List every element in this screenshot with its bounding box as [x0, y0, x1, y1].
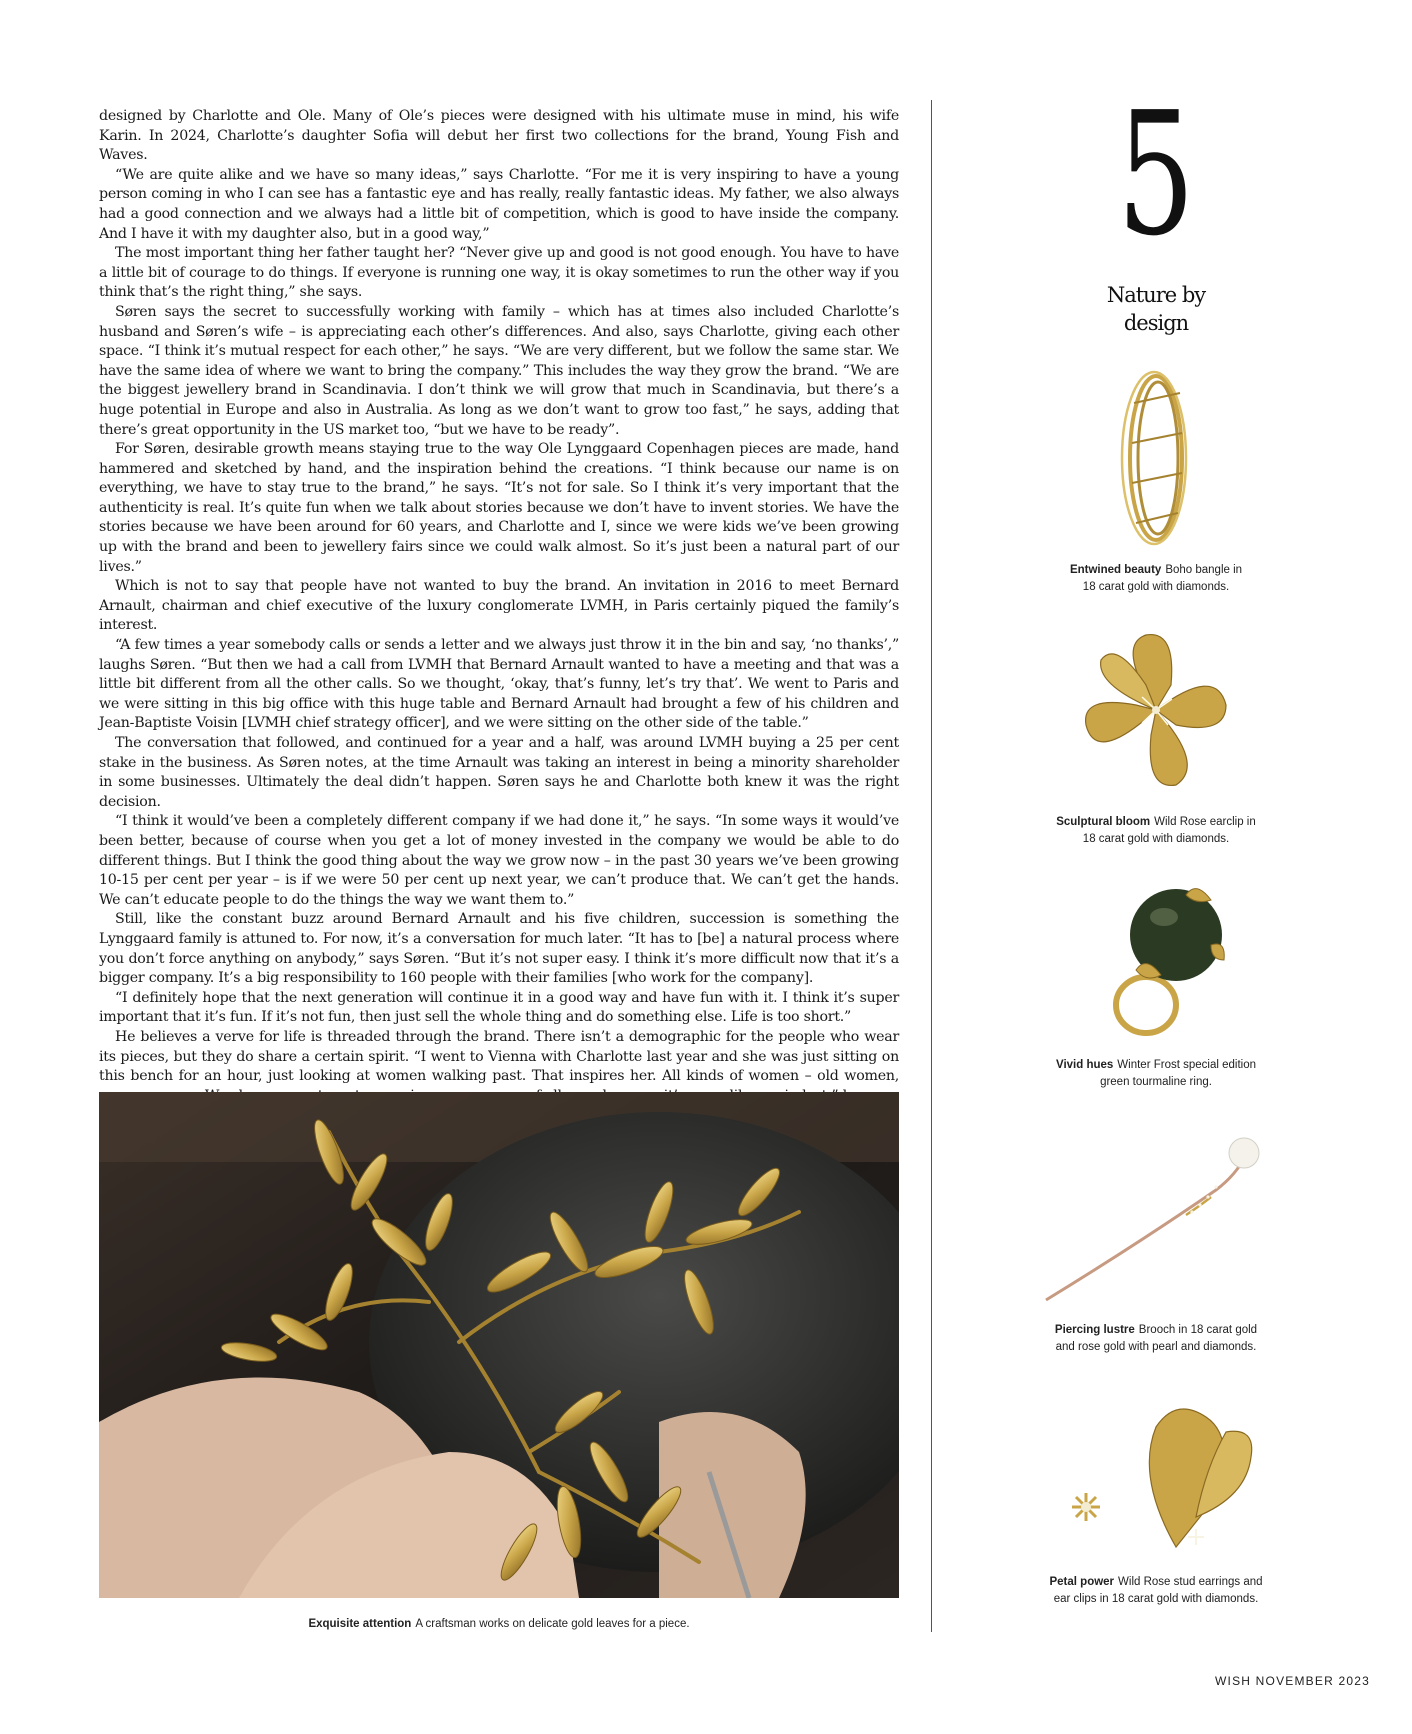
sidebar-caption-4: [1016, 1322, 1296, 1356]
sidebar-title: [1016, 281, 1296, 337]
article-paragraph: designed by Charlotte and Ole. Many of Ole’s pieces were designed with his ultimate muse in mind, his wife Karin. In 2024, Charlotte’s daughter Sofia will debut her first two collections for the brand, Young Fish and Waves.: [99, 108, 899, 164]
article-paragraph: Which is not to say that people have not wanted to buy the brand. An invitation in 2016 to meet Bernard Arnault, chairman and chief executive of the luxury conglomerate LVMH, in Paris certainly piqued the family’s interest.: [99, 578, 899, 634]
caption-title: Petal power: [1049, 1576, 1115, 1588]
article-paragraph: “I think it would’ve been a completely different company if we had done it,” he says. “In some ways it would’ve been better, because of course when you get a lot of money invested in the company we would be able to do different things. But I think the good thing about the way we grow now – in the past 30 years we’ve been growing 10-15 per cent per year – is if we were 50 per cent up next year, we can’t produce that. We can’t get the hands. We can’t educate people to do the things the way we want them to.”: [99, 813, 899, 908]
page-footer: WISH NOVEMBER 2023: [1215, 1674, 1370, 1688]
sidebar-number: 5: [1117, 76, 1195, 274]
article-paragraph: For Søren, desirable growth means staying true to the way Ole Lynggaard Copenhagen pieces are made, hand hammered and sketched by hand, and the inspiration behind the creations. “I think because our name is on everything, we have to stay true to the brand,” he says. “It’s not for sale. So I think it’s very important that the authenticity is real. It’s quite fun when we talk about stories because we don’t have to invent stories. We have the stories because we have been around for 60 years, and Charlotte and I, since we were kids we’ve been growing up with the brand and been to jewellery fairs since we could walk almost. So it’s just been a natural part of our lives.”: [99, 441, 899, 575]
flower-earclip-icon: [1076, 625, 1236, 795]
caption-line1: Winter Frost special edition: [1117, 1059, 1256, 1071]
article-paragraph: The conversation that followed, and continued for a year and a half, was around LVMH buying a 25 per cent stake in the business. As Søren notes, at the time Arnault was taking an interest in being a minority shareholder in some businesses. Ultimately the deal didn’t happen. Søren says he and Charlotte both knew it was the right decision.: [99, 735, 899, 810]
sidebar-caption-3: [1016, 1057, 1296, 1091]
sidebar-title-line1: Nature by: [1106, 283, 1206, 307]
sidebar-caption-5: [1016, 1574, 1296, 1608]
caption-line1: Boho bangle in: [1165, 564, 1243, 576]
brooch-image: [1036, 1135, 1276, 1305]
photo-caption: [99, 1618, 899, 1630]
craftsman-photo: [99, 1092, 899, 1598]
photo-caption-text: A craftsman works on delicate gold leaves for a piece.: [415, 1618, 690, 1630]
article-paragraph: Søren says the secret to successfully working with family – which has at times also included Charlotte’s husband and Søren’s wife – is appreciating each other’s differences. And also, says Charlotte, giving each other space. “I think it’s mutual respect for each other,” he says. “We are very different, but we follow the same star. We have the same idea of where we want to bring the company.” This includes the way they grow the brand. “We are the biggest jewellery brand in Scandinavia. I don’t think we will grow that much in Scandinavia, but there’s a huge potential in Europe and also in Australia. As long as we don’t want to grow too fast,” he says, adding that there’s great opportunity in the US market too, “but we have to be ready”.: [99, 303, 899, 438]
bangle-image: [1076, 363, 1236, 553]
caption-line2: 18 carat gold with diamonds.: [1082, 833, 1230, 845]
gold-leaves-illustration: [99, 1092, 899, 1598]
sidebar-title-line2: design: [1123, 311, 1189, 335]
caption-title: Sculptural bloom: [1056, 816, 1151, 828]
article-body: [99, 107, 899, 1145]
photo-caption-title: Exquisite attention: [308, 1618, 412, 1630]
article-paragraph: “A few times a year somebody calls or sends a letter and we always just throw it in the bin and say, ‘no thanks’,” laughs Søren. “But then we had a call from LVMH that Bernard Arnault wanted to have a meeting and that was a little bit different from all the other calls. So we thought, ‘okay, that’s funny, let’s try that’. We went to Paris and we were sitting in this big office with this huge table and Bernard Arnault had brought a few of his children and Jean-Baptiste Voisin [LVMH chief strategy officer], and we were sitting on the other side of the table.”: [99, 637, 899, 732]
petal-earrings-icon: [1046, 1397, 1266, 1567]
sidebar-caption-2: [1016, 814, 1296, 848]
caption-title: Piercing lustre: [1054, 1324, 1135, 1336]
caption-line2: ear clips in 18 carat gold with diamonds.: [1053, 1593, 1259, 1605]
article-paragraph: “We are quite alike and we have so many ideas,” says Charlotte. “For me it is very inspiring to have a young person coming in who I can see has a fantastic eye and has really, really fantastic ideas. My father, we also always had a good connection and we always had a little bit of competition, which is good to have inside the company. And I have it with my daughter also, but in a good way,”: [99, 166, 899, 242]
column-divider: [931, 100, 932, 1632]
caption-title: Vivid hues: [1055, 1059, 1114, 1071]
caption-line2: 18 carat gold with diamonds.: [1082, 581, 1230, 593]
earrings-image: [1046, 1397, 1266, 1567]
caption-line1: Wild Rose stud earrings and: [1118, 1576, 1263, 1588]
caption-line2: green tourmaline ring.: [1100, 1076, 1212, 1088]
article-paragraph: “I definitely hope that the next generation will continue it in a good way and have fun with it. I think it’s super important that it’s fun. If it’s not fun, then just sell the whole thing and do something else. Life is too short.”: [99, 989, 899, 1026]
ring-image: [1076, 875, 1236, 1045]
caption-title: Entwined beauty: [1069, 564, 1162, 576]
sidebar-caption-1: [1016, 562, 1296, 596]
article-paragraph: He believes a verve for life is threaded through the brand. There isn’t a demographic for the people who wear its pieces, but they do share a certain spirit. “I went to Vienna with Charlotte last year and she was just sitting on this bench for an hour, just looking at women walking past. That inspires her. All kinds of women – old women,: [99, 1028, 899, 1085]
article-paragraph: Still, like the constant buzz around Bernard Arnault and his five children, succession is something the Lynggaard family is attuned to. For now, it’s a conversation for much later. “It has to [be] a natural process where you don’t force anything on anybody,” says Søren. “But it’s not super easy. I think it’s more difficult now that it’s a bigger company. It’s a big responsibility to 160 people with their families [who work for the company].: [99, 911, 899, 987]
bangle-icon: [1076, 363, 1236, 553]
article-paragraph: The most important thing her father taught her? “Never give up and good is not good enough. You have to have a little bit of courage to do things. If everyone is running one way, it is okay sometimes to run the other way if you think that’s the right thing,” she says.: [99, 245, 899, 301]
caption-line1: Brooch in 18 carat gold: [1138, 1324, 1258, 1336]
pearl-brooch-icon: [1036, 1135, 1276, 1305]
caption-line2: and rose gold with pearl and diamonds.: [1055, 1341, 1257, 1353]
tourmaline-ring-icon: [1076, 875, 1236, 1045]
earclip-image: [1076, 625, 1236, 795]
caption-line1: Wild Rose earclip in: [1154, 816, 1256, 828]
